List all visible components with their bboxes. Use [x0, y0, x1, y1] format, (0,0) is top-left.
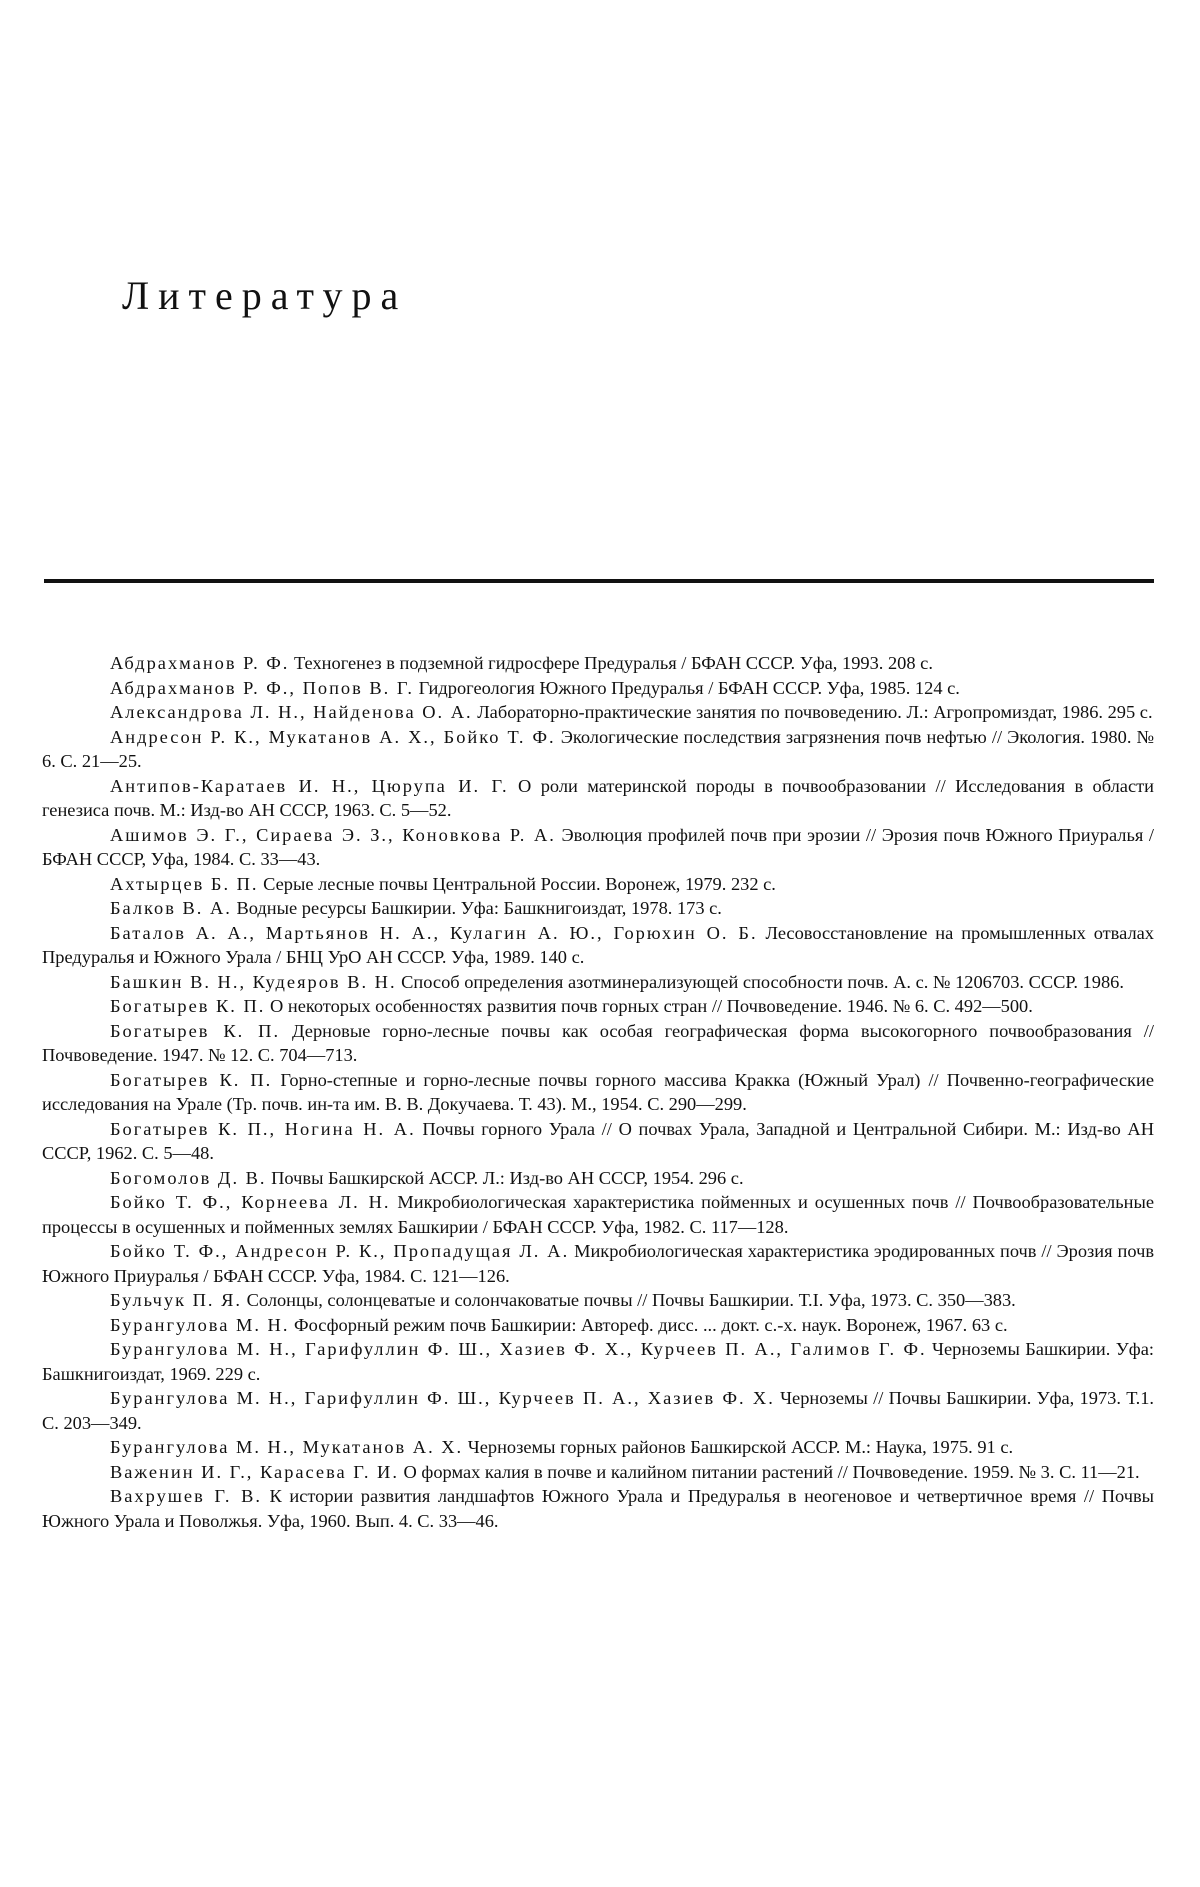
- reference-entry: [42, 1068, 1154, 1117]
- header-divider: [44, 579, 1154, 583]
- reference-text: Экологические последствия загрязнения почв нефтью // Экология. 1980. № 6. С. 21—25.: [42, 726, 1155, 771]
- reference-authors: Бурангулова М. Н., Гарифуллин Ф. Ш., Хазиев Ф. Х., Курчеев П. А., Галимов Г. Ф.: [110, 1339, 927, 1359]
- reference-authors: Важенин И. Г., Карасева Г. И.: [110, 1461, 399, 1482]
- reference-text: Черноземы // Почвы Башкирии. Уфа, 1973. Т.1. С. 203—349.: [42, 1388, 1154, 1433]
- reference-authors: Вахрушев Г. В.: [110, 1486, 262, 1506]
- reference-authors: Абдрахманов Р. Ф., Попов В. Г.: [110, 677, 415, 698]
- reference-entry: [42, 1460, 1154, 1485]
- reference-authors: Ашимов Э. Г., Сираева Э. З., Коновкова Р. А.: [110, 824, 556, 845]
- reference-text: Серые лесные почвы Центральной России. Воронеж, 1979. 232 с.: [263, 873, 776, 894]
- reference-text: Почвы Башкирской АССР. Л.: Изд-во АН СССР, 1954. 296 с.: [271, 1167, 744, 1188]
- reference-entry: [42, 700, 1154, 725]
- reference-authors: Александрова Л. Н., Найденова О. А.: [110, 702, 473, 722]
- reference-text: Техногенез в подземной гидросфере Предуралья / БФАН СССР. Уфа, 1993. 208 с.: [294, 653, 933, 673]
- reference-text: О некоторых особенностях развития почв горных стран // Почвоведение. 1946. № 6. С. 492—500.: [269, 996, 1033, 1016]
- reference-authors: Баталов А. А., Мартьянов Н. А., Кулагин А. Ю., Горюхин О. Б.: [110, 922, 758, 943]
- reference-entry: [42, 774, 1154, 823]
- reference-text: Горно-степные и горно-лесные почвы горного массива Кракка (Южный Урал) // Почвенно-географические исследования на Урале (Тр. почв. ин-та им. В. В. Докучаева. Т. 43). М., 1954. С. 290—299.: [42, 1069, 1154, 1114]
- reference-text: О роли материнской породы в почвообразовании // Исследования в области генезиса почв. М.: Изд-во АН СССР, 1963. С. 5—52.: [42, 775, 1154, 820]
- reference-text: Эволюция профилей почв при эрозии // Эрозия почв Южного Приуралья / БФАН СССР, Уфа, 1984. С. 33—43.: [42, 824, 1154, 869]
- reference-entry: [42, 1166, 1154, 1191]
- reference-text: К истории развития ландшафтов Южного Урала и Предуралья в неогеновое и четвертичное время // Почвы Южного Урала и Поволжья. Уфа, 1960. Вып. 4. С. 33—46.: [42, 1486, 1154, 1531]
- reference-text: О формах калия в почве и калийном питании растений // Почвоведение. 1959. № 3. С. 11—21.: [403, 1461, 1140, 1482]
- reference-authors: Бурангулова М. Н.: [110, 1314, 290, 1335]
- reference-text: Лесовосстановление на промышленных отвалах Предуралья и Южного Урала / БНЦ УрО АН СССР. Уфа, 1989. 140 с.: [42, 922, 1154, 967]
- reference-text: Почвы горного Урала // О почвах Урала, Западной и Центральной Сибири. М.: Изд-во АН СССР, 1962. С. 5—48.: [42, 1118, 1154, 1163]
- reference-entry: [42, 1117, 1154, 1166]
- reference-list: [42, 651, 1154, 1533]
- reference-entry: [42, 1190, 1154, 1239]
- reference-entry: [42, 651, 1154, 676]
- reference-authors: Андресон Р. К., Мукатанов А. Х., Бойко Т. Ф.: [110, 726, 556, 747]
- reference-authors: Абдрахманов Р. Ф.: [110, 653, 290, 673]
- reference-entry: [42, 1337, 1154, 1386]
- reference-text: Солонцы, солонцеватые и солончаковатые почвы // Почвы Башкирии. Т.I. Уфа, 1973. С. 350—383.: [246, 1290, 1016, 1310]
- reference-text: Лабораторно-практические занятия по почвоведению. Л.: Агропромиздат, 1986. 295 с.: [477, 702, 1153, 722]
- reference-authors: Бойко Т. Ф., Корнеева Л. Н.: [110, 1192, 391, 1212]
- reference-entry: [42, 970, 1154, 995]
- reference-entry: [42, 823, 1154, 872]
- reference-authors: Богатырев К. П.: [110, 1069, 273, 1090]
- reference-authors: Бульчук П. Я.: [110, 1290, 242, 1310]
- reference-entry: [42, 1435, 1154, 1460]
- reference-entry: [42, 1239, 1154, 1288]
- reference-authors: Бурангулова М. Н., Гарифуллин Ф. Ш., Курчеев П. А., Хазиев Ф. Х.: [110, 1388, 775, 1408]
- reference-entry: [42, 1313, 1154, 1338]
- reference-entry: [42, 725, 1154, 774]
- reference-entry: [42, 676, 1154, 701]
- reference-authors: Богатырев К. П., Ногина Н. А.: [110, 1118, 416, 1139]
- reference-entry: [42, 896, 1154, 921]
- reference-entry: [42, 1386, 1154, 1435]
- reference-authors: Богомолов Д. В.: [110, 1167, 267, 1188]
- reference-text: Дерновые горно-лесные почвы как особая географическая форма высокогорного почвообразования // Почвоведение. 1947. № 12. С. 704—713.: [42, 1020, 1154, 1065]
- reference-entry: [42, 994, 1154, 1019]
- reference-text: Черноземы Башкирии. Уфа: Башкнигоиздат, 1969. 229 с.: [42, 1339, 1154, 1384]
- reference-text: Микробиологическая характеристика эродированных почв // Эрозия почв Южного Приуралья / БФАН СССР. Уфа, 1984. С. 121—126.: [42, 1241, 1154, 1286]
- reference-text: Водные ресурсы Башкирии. Уфа: Башкнигоиздат, 1978. 173 с.: [236, 898, 722, 918]
- reference-authors: Богатырев К. П.: [110, 996, 266, 1016]
- reference-authors: Богатырев К. П.: [110, 1020, 281, 1041]
- reference-authors: Антипов-Каратаев И. Н., Цюрупа И. Г.: [110, 775, 509, 796]
- reference-text: Черноземы горных районов Башкирской АССР. М.: Наука, 1975. 91 с.: [467, 1437, 1014, 1457]
- page-title: Литература: [122, 273, 408, 318]
- reference-text: Фосфорный режим почв Башкирии: Автореф. дисс. ... докт. с.-х. наук. Воронеж, 1967. 63 с.: [294, 1314, 1008, 1335]
- reference-authors: Ахтырцев Б. П.: [110, 873, 259, 894]
- reference-text: Способ определения азотминерализующей способности почв. А. с. № 1206703. СССР. 1986.: [401, 971, 1124, 992]
- reference-entry: [42, 1484, 1154, 1533]
- reference-authors: Бурангулова М. Н., Мукатанов А. Х.: [110, 1437, 464, 1457]
- reference-entry: [42, 872, 1154, 897]
- reference-authors: Башкин В. Н., Кудеяров В. Н.: [110, 971, 397, 992]
- reference-entry: [42, 1019, 1154, 1068]
- reference-text: Гидрогеология Южного Предуралья / БФАН СССР. Уфа, 1985. 124 с.: [418, 677, 960, 698]
- reference-authors: Бойко Т. Ф., Андресон Р. К., Пропадущая Л. А.: [110, 1241, 570, 1261]
- reference-authors: Балков В. А.: [110, 898, 232, 918]
- reference-entry: [42, 921, 1154, 970]
- reference-entry: [42, 1288, 1154, 1313]
- reference-text: Микробиологическая характеристика пойменных и осушенных почв // Почвообразовательные процессы в осушенных и пойменных землях Башкирии / БФАН СССР. Уфа, 1982. С. 117—128.: [42, 1192, 1154, 1237]
